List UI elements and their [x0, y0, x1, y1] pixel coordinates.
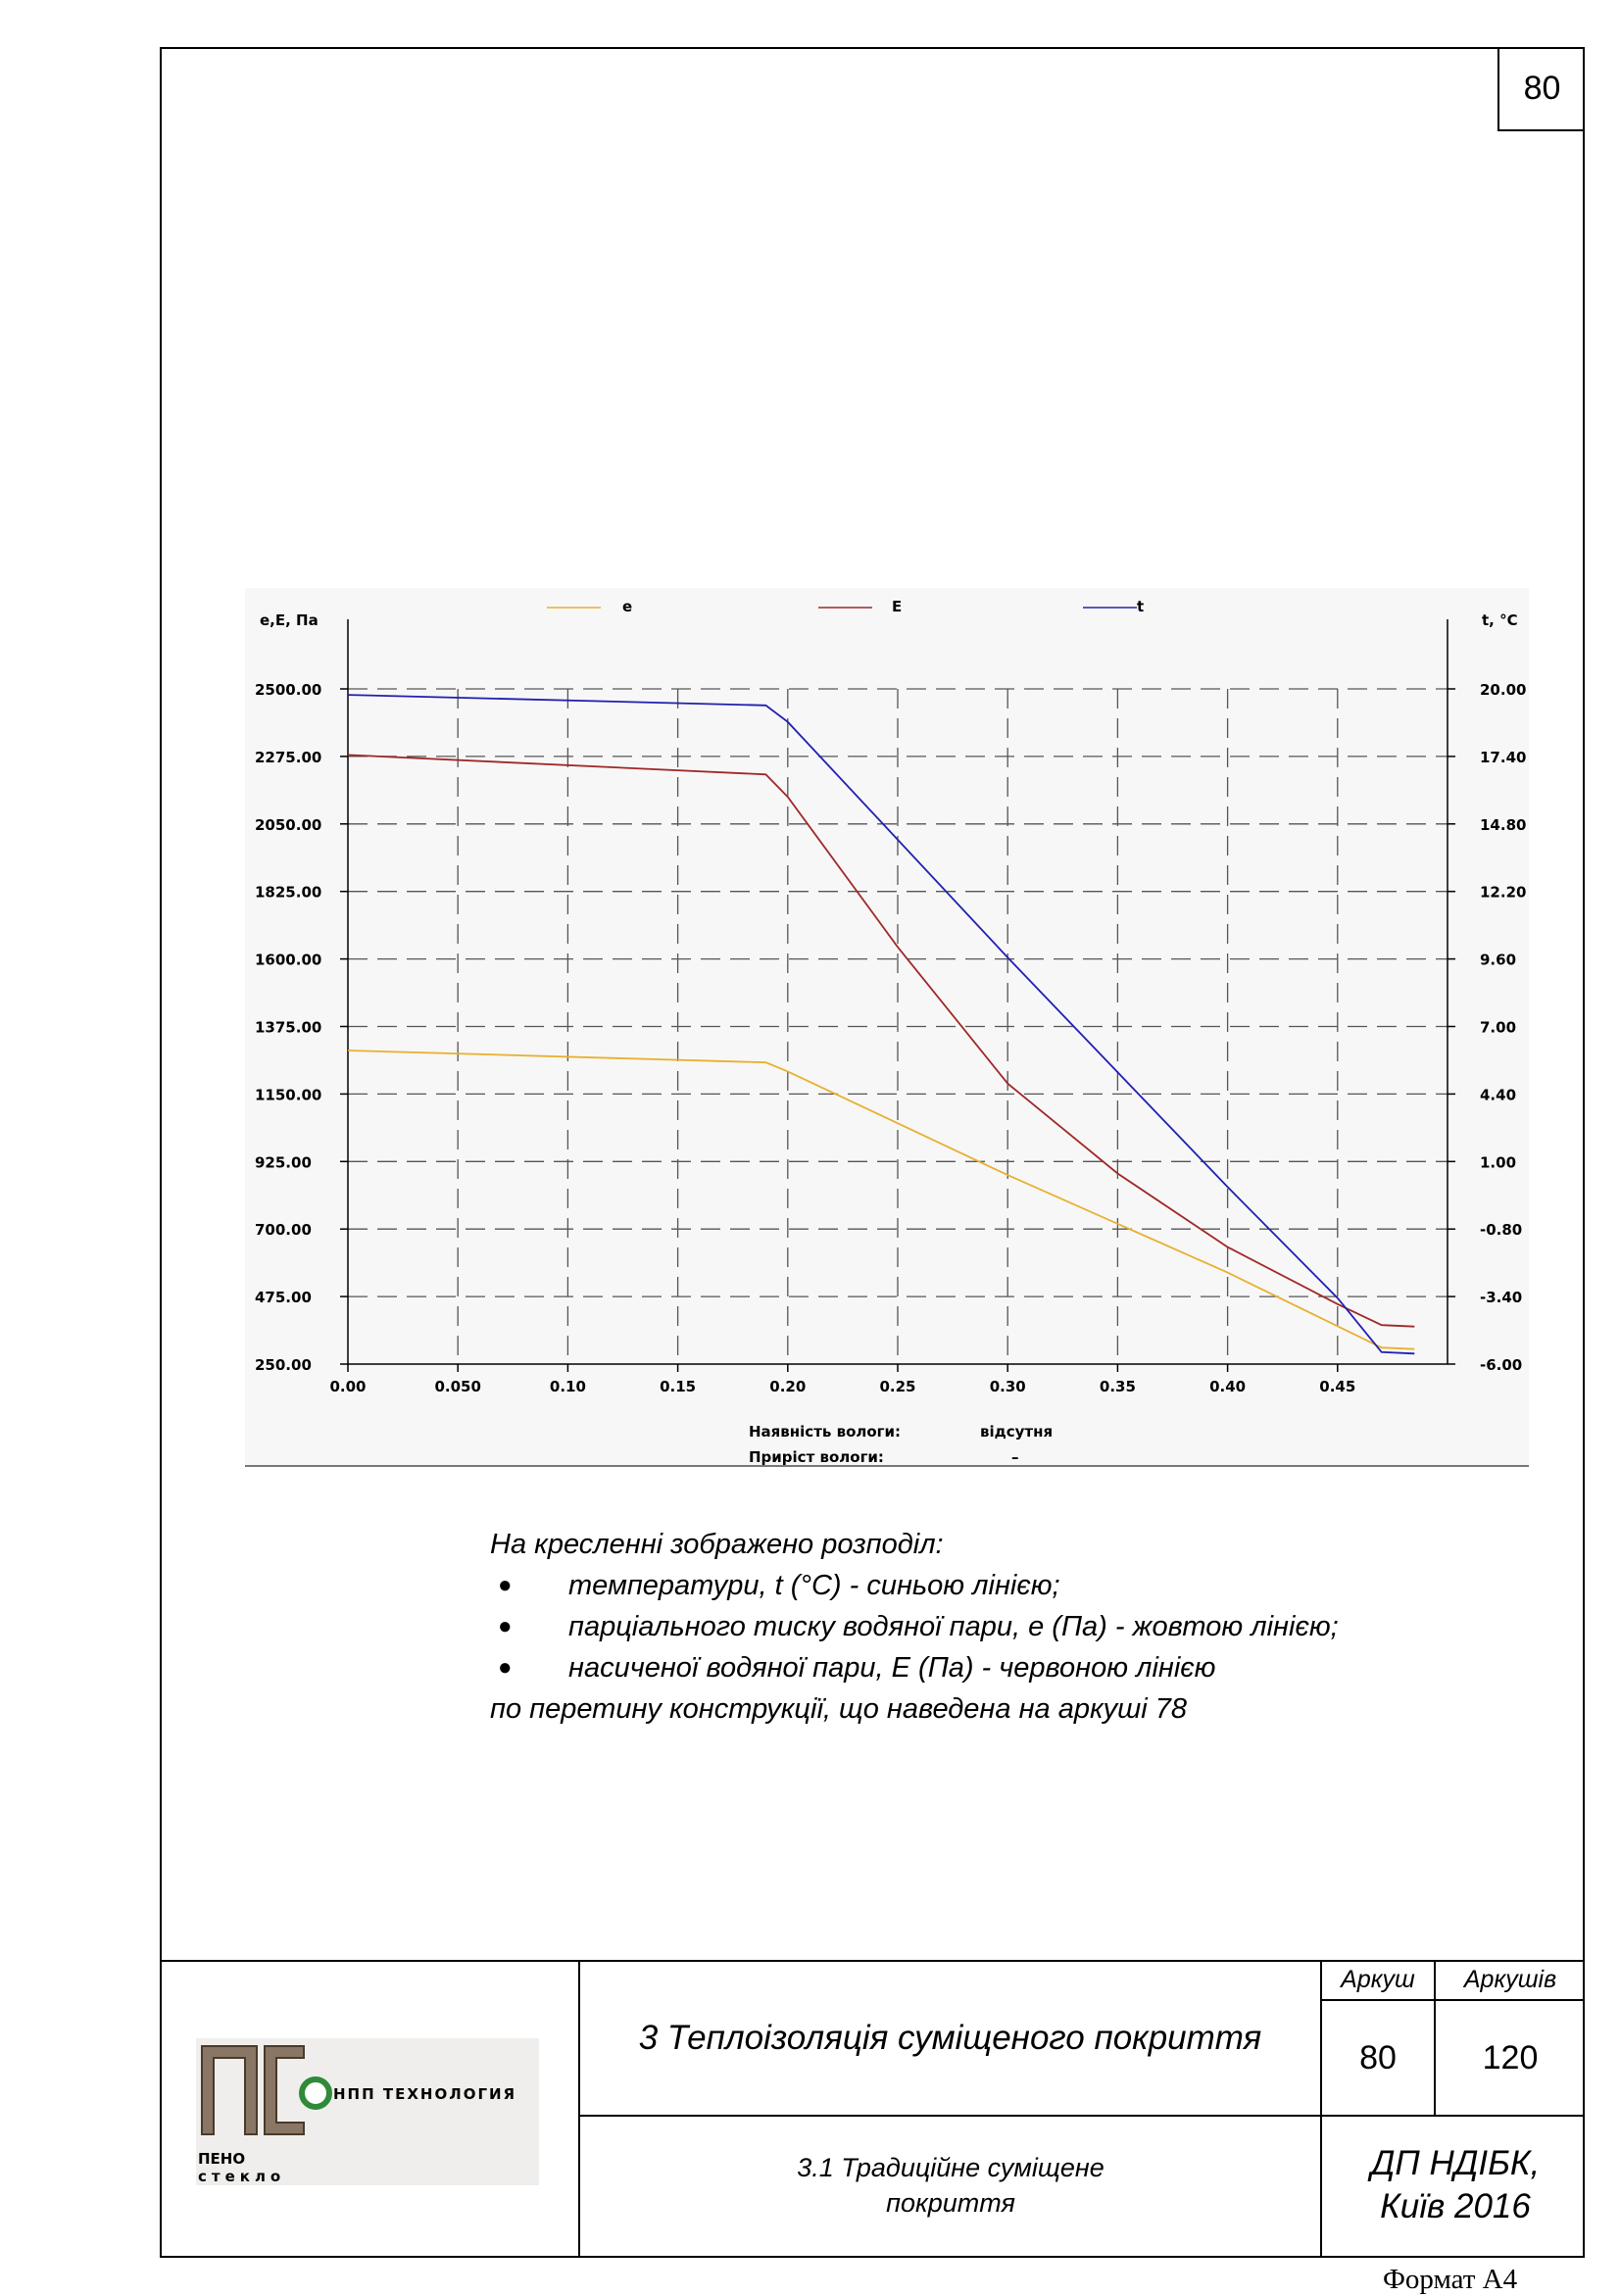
left-tick-label: 2500.00 [255, 681, 322, 699]
sheet-label: Аркуш [1341, 1965, 1415, 1993]
legend-label: t [1137, 598, 1145, 615]
sheets-total-label: Аркушів [1463, 1965, 1557, 1993]
moisture-gain-value: – [1011, 1448, 1019, 1466]
right-tick-label: -0.80 [1480, 1221, 1523, 1240]
description-intro: На кресленні зображено розподіл: [490, 1529, 944, 1560]
left-tick-label: 700.00 [255, 1221, 312, 1240]
moisture-presence-value: відсутня [980, 1423, 1054, 1441]
right-tick-label: -3.40 [1480, 1289, 1523, 1307]
left-tick-label: 1825.00 [255, 883, 322, 902]
left-tick-label: 2050.00 [255, 815, 322, 834]
left-tick-label: 1150.00 [255, 1086, 322, 1104]
logo-sub-text: стекло [198, 2168, 286, 2185]
left-tick-label: 1600.00 [255, 951, 322, 969]
legend-label: е [622, 598, 633, 615]
bullet-icon: ● [498, 1654, 513, 1681]
bullet-icon: ● [498, 1613, 513, 1639]
logo-company-text: НПП ТЕХНОЛОГИЯ [333, 2085, 517, 2103]
x-tick-label: 0.050 [434, 1378, 481, 1395]
sheet-number: 80 [1359, 2038, 1397, 2076]
logo-brand-text: ПЕНО [198, 2150, 246, 2168]
left-axis-title: е,Е, Па [260, 611, 319, 629]
left-tick-label: 925.00 [255, 1153, 312, 1172]
x-tick-label: 0.40 [1209, 1378, 1247, 1395]
moisture-presence-label: Наявність вологи: [749, 1423, 902, 1441]
description [490, 1524, 1509, 1730]
moisture-gain-label: Приріст вологи: [749, 1448, 884, 1466]
series-line-е [348, 1050, 1414, 1349]
right-tick-label: 17.40 [1480, 748, 1527, 766]
series-line-Е [348, 755, 1414, 1326]
right-tick-label: 7.00 [1480, 1018, 1517, 1037]
x-tick-label: 0.25 [879, 1378, 916, 1395]
right-axis-title: t, °С [1482, 611, 1518, 629]
description-item-text: парціального тиску водяної пари, е (Па) - жовтою лінією; [568, 1611, 1339, 1642]
right-tick-label: 12.20 [1480, 883, 1527, 902]
left-tick-label: 1375.00 [255, 1018, 322, 1037]
chart-container [245, 588, 1529, 1470]
x-tick-label: 0.45 [1319, 1378, 1356, 1395]
series-line-t [348, 695, 1414, 1353]
left-tick-label: 475.00 [255, 1289, 312, 1307]
left-tick-label: 250.00 [255, 1356, 312, 1374]
title-block-divider [578, 2115, 1585, 2117]
page-number: 80 [1497, 47, 1585, 131]
x-tick-label: 0.35 [1099, 1378, 1136, 1395]
right-tick-label: -6.00 [1480, 1356, 1523, 1374]
x-tick-label: 0.20 [769, 1378, 807, 1395]
left-tick-label: 2275.00 [255, 748, 322, 766]
company-logo [196, 2038, 539, 2185]
legend-label: Е [892, 598, 903, 615]
x-tick-label: 0.00 [329, 1378, 367, 1395]
description-outro: по перетину конструкції, що наведена на аркуші 78 [490, 1693, 1187, 1725]
sheets-total: 120 [1482, 2038, 1539, 2076]
description-item-text: насиченої водяної пари, Е (Па) - червоною лінією [568, 1652, 1216, 1684]
description-item-text: температури, t (°С) - синьою лінією; [568, 1570, 1060, 1601]
format-label: Формат А4 [1383, 2264, 1518, 2295]
logo-graphic [196, 2038, 539, 2185]
bullet-icon: ● [498, 1572, 513, 1598]
section-title: 3 Теплоізоляція суміщеного покриття [638, 2019, 1262, 2057]
chart-svg [245, 588, 1529, 1470]
right-tick-label: 9.60 [1480, 951, 1517, 969]
right-tick-label: 20.00 [1480, 681, 1527, 699]
description-item [490, 1565, 1509, 1606]
right-tick-label: 14.80 [1480, 815, 1527, 834]
x-tick-label: 0.15 [660, 1378, 697, 1395]
x-tick-label: 0.10 [549, 1378, 586, 1395]
description-item [490, 1647, 1509, 1688]
right-tick-label: 1.00 [1480, 1153, 1517, 1172]
chart-bottom-rule [245, 1465, 1529, 1467]
x-tick-label: 0.30 [989, 1378, 1026, 1395]
right-tick-label: 4.40 [1480, 1086, 1517, 1104]
description-item [490, 1606, 1509, 1647]
organization: ДП НДІБК, Київ 2016 [1370, 2144, 1541, 2225]
subsection-title: 3.1 Традиційне суміщене покриття [797, 2153, 1105, 2218]
